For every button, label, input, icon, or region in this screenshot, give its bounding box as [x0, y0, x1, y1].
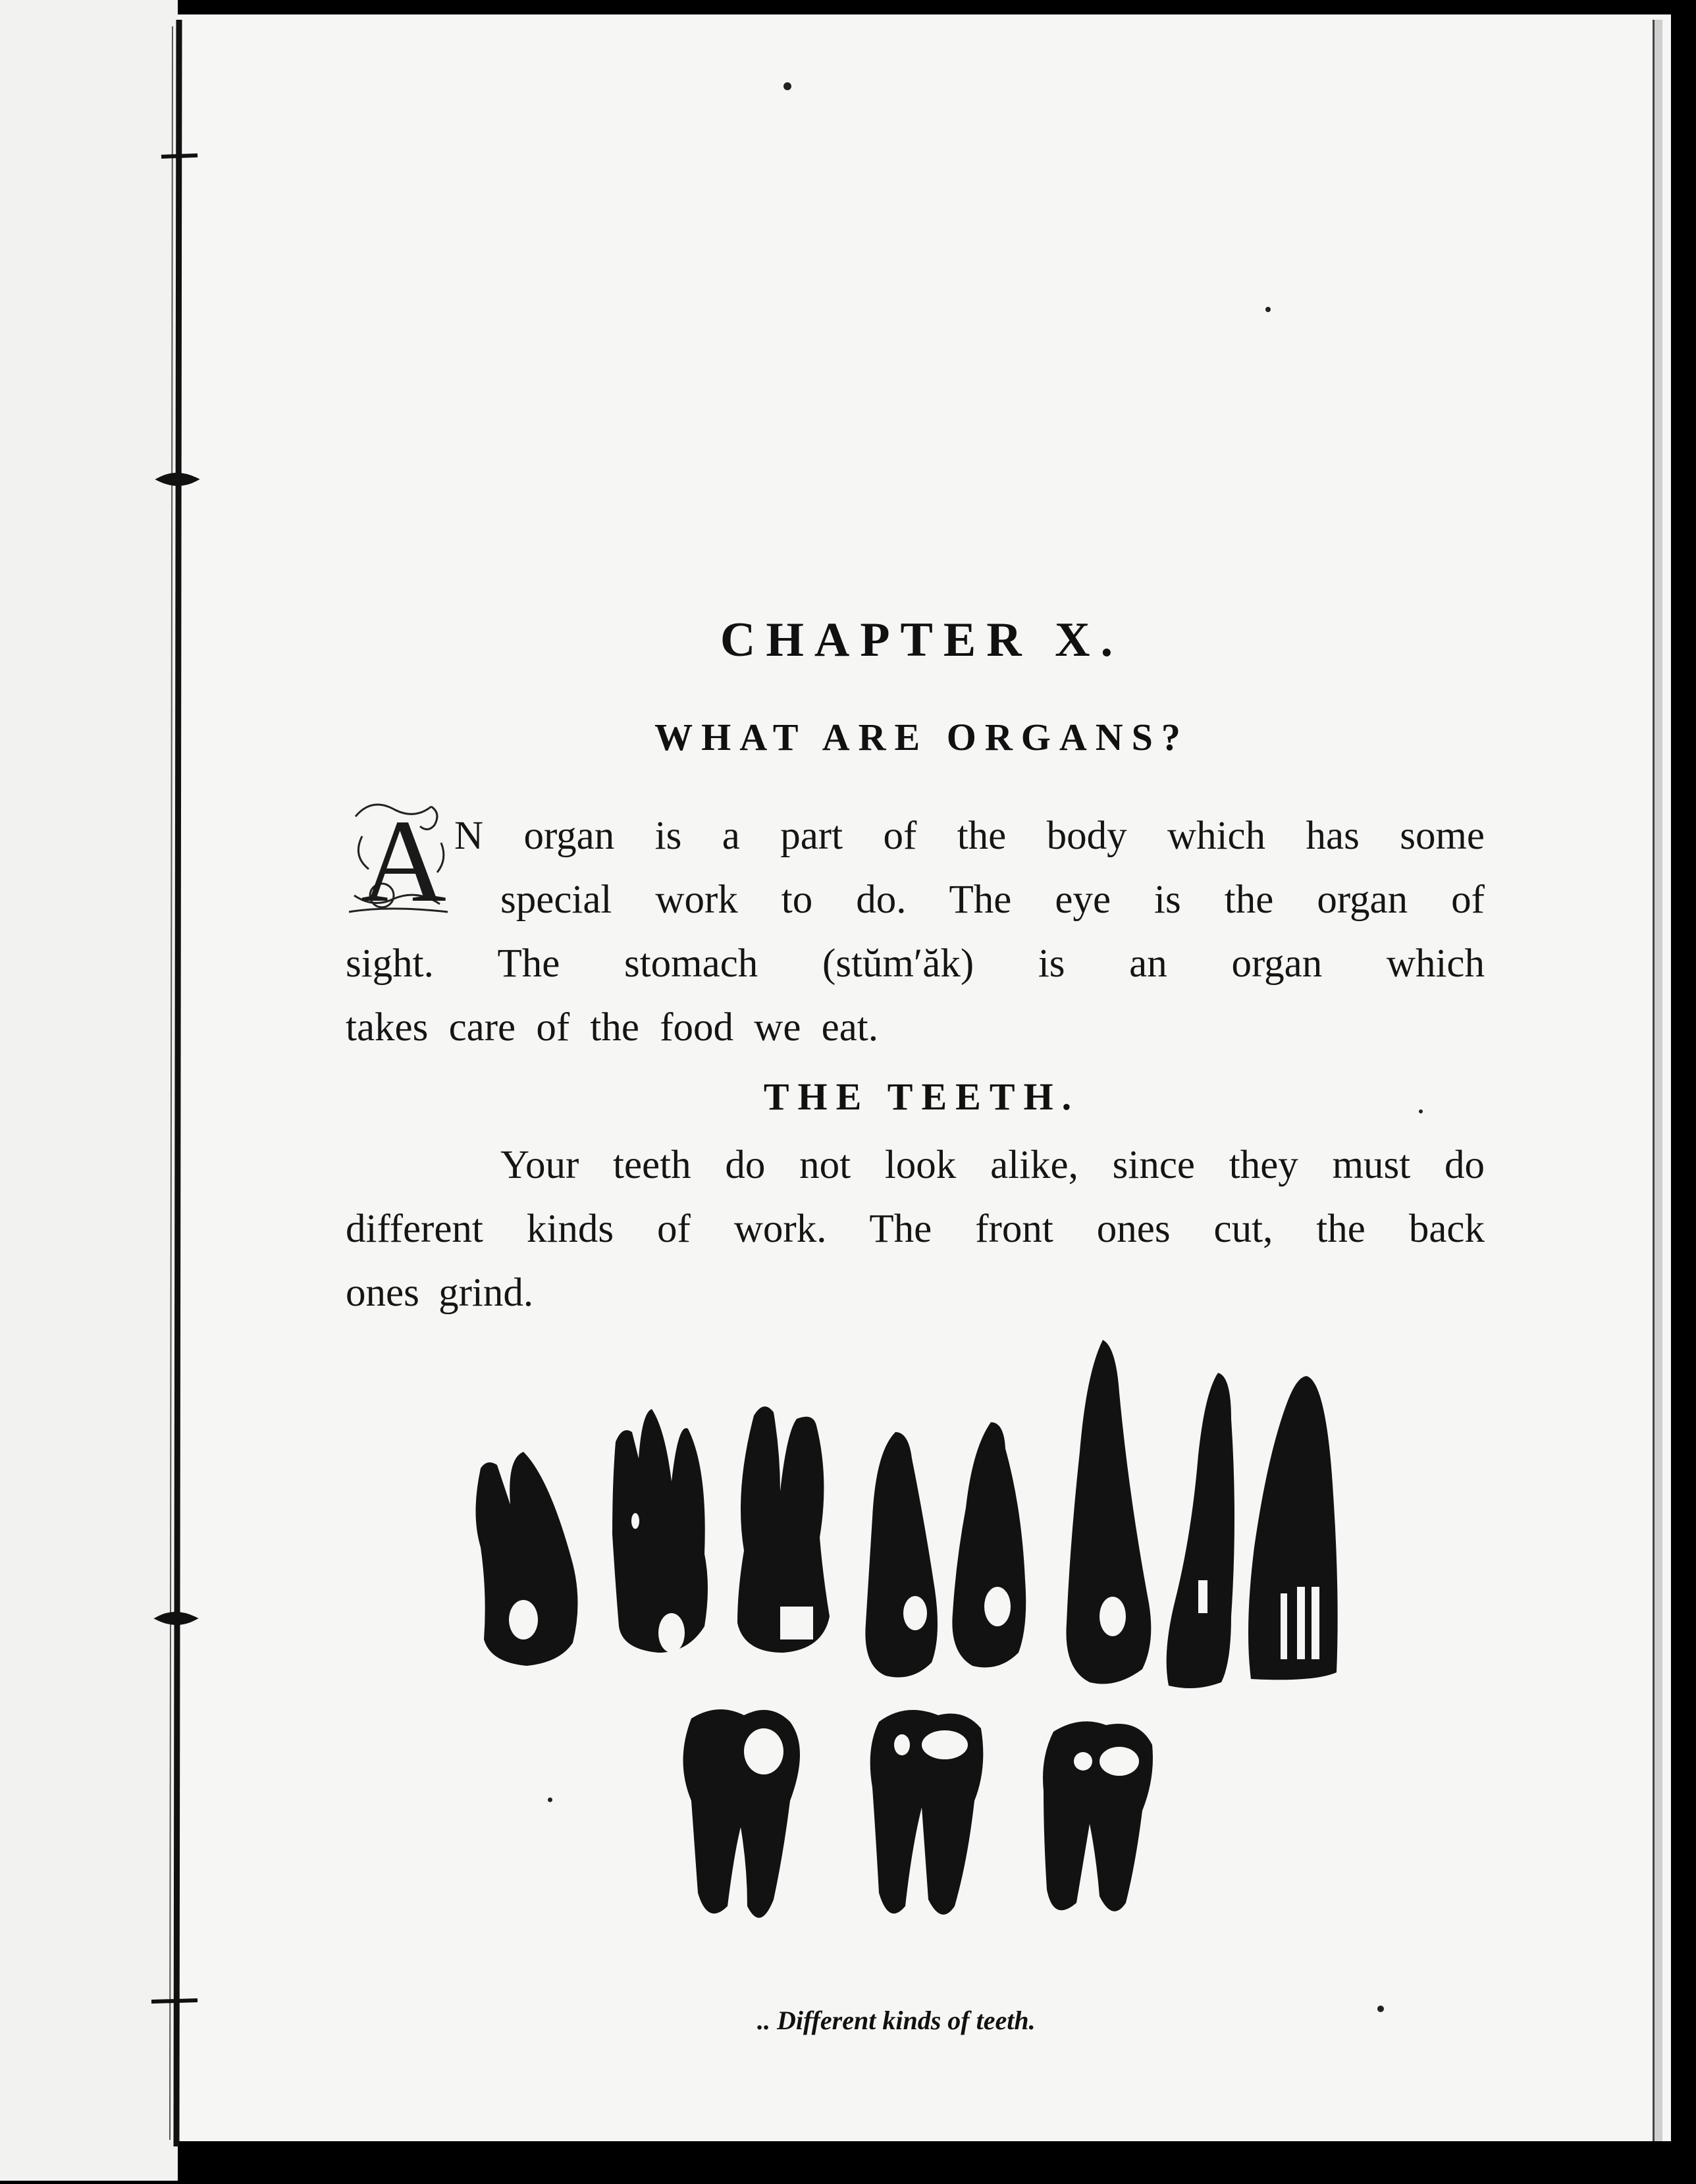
lower-molar-tooth-1 — [683, 1709, 801, 1918]
drop-cap — [342, 797, 458, 928]
paragraph1-line-3: sight. The stomach (stŭm′ăk) is an organ which — [346, 942, 1485, 986]
molar-tooth-1 — [476, 1452, 578, 1666]
section-title: WHAT ARE ORGANS? — [654, 716, 1189, 759]
paragraph1-line-1: N organ is a part of the body which has some — [454, 814, 1485, 858]
incisor-tooth-1 — [1167, 1373, 1234, 1688]
molar-tooth-2 — [612, 1409, 708, 1653]
paragraph1-line-4: takes care of the food we eat. — [346, 1005, 878, 1050]
paragraph1-line-2: special work to do. The eye is the organ of — [500, 878, 1485, 922]
canine-tooth — [1066, 1340, 1151, 1684]
scan-speck — [1419, 1109, 1423, 1113]
paragraph2-line-2: different kinds of work. The front ones cut, the back — [346, 1207, 1485, 1251]
teeth-drawing — [461, 1323, 1369, 1982]
teeth-illustration — [461, 1323, 1369, 1982]
lower-molar-tooth-3 — [1043, 1721, 1153, 1911]
scan-speck — [1377, 2006, 1384, 2012]
premolar-tooth-1 — [865, 1432, 938, 1678]
drop-cap-letter: A — [361, 795, 446, 926]
paragraph2-line-3: ones grind. — [346, 1271, 534, 1315]
incisor-tooth-2 — [1248, 1376, 1338, 1680]
premolar-tooth-2 — [952, 1422, 1026, 1668]
scan-speck — [548, 1798, 552, 1802]
paragraph2-line-1: Your teeth do not look alike, since they must do — [500, 1143, 1485, 1187]
chapter-title: CHAPTER X. — [720, 613, 1124, 667]
scan-speck — [783, 82, 791, 90]
lower-molar-tooth-2 — [870, 1710, 984, 1915]
scan-speck — [1265, 307, 1271, 312]
figure-caption: .. Different kinds of teeth. — [757, 2006, 1036, 2035]
subsection-title: THE TEETH. — [763, 1075, 1080, 1118]
molar-tooth-3 — [737, 1406, 830, 1653]
